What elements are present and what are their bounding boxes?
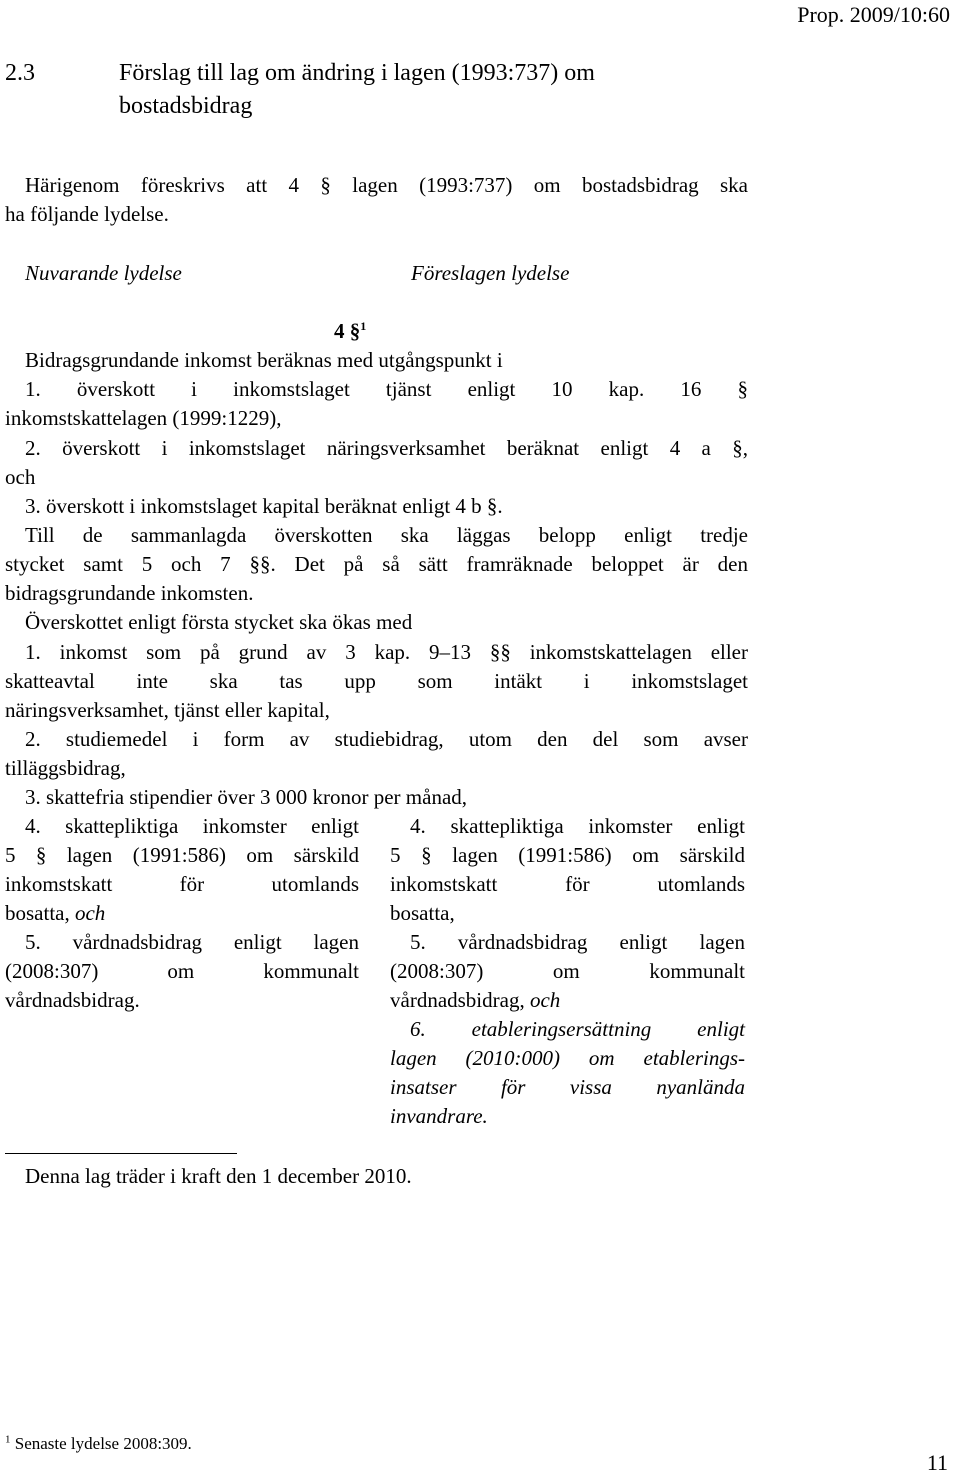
common-line: skatteavtal inte ska tas upp som intäkt i inkomstslaget (5, 669, 748, 693)
footnote-text: Senaste lydelse 2008:309. (14, 1434, 192, 1453)
page-number: 11 (926, 1450, 948, 1475)
section-number: 2.3 (5, 60, 35, 86)
intro-line-2: ha följande lydelse. (5, 202, 169, 226)
common-line: näringsverksamhet, tjänst eller kapital, (5, 698, 330, 722)
paragraph-number: 4 § (334, 319, 361, 343)
common-line: 2. studiemedel i form av studiebidrag, utom den del som avser (25, 727, 748, 751)
current-line: inkomstskatt för utomlands (5, 872, 359, 896)
entry-into-force: Denna lag träder i kraft den 1 december 2010. (25, 1164, 412, 1188)
proposed-line-new: 6. etableringsersättning enligt (410, 1017, 745, 1041)
intro-line-1: Härigenom föreskrivs att 4 § lagen (1993:737) om bostadsbidrag ska (25, 173, 748, 197)
current-line (5, 899, 359, 928)
footnote-reference: 1 (360, 319, 367, 333)
common-line: inkomstskattelagen (1999:1229), (5, 406, 282, 430)
footnote (5, 1429, 192, 1458)
section-title-line-2: bostadsbidrag (119, 93, 253, 119)
common-line: 2. överskott i inkomstslaget näringsverksamhet beräknat enligt 4 a §, (25, 436, 748, 460)
current-line-italic: och (74, 901, 106, 925)
proposed-line-new: insatser för vissa nyanlända (390, 1075, 745, 1099)
proposed-line-new: lagen (2010:000) om etablerings- (390, 1046, 745, 1070)
current-wording-heading: Nuvarande lydelse (25, 261, 182, 285)
footnote-marker: 1 (5, 1433, 11, 1446)
common-line: tilläggsbidrag, (5, 756, 126, 780)
common-line: bidragsgrundande inkomsten. (5, 581, 254, 605)
common-line: Överskottet enligt första stycket ska ökas med (25, 610, 413, 634)
common-line: Till de sammanlagda överskotten ska läggas belopp enligt tredje (25, 523, 748, 547)
proposed-line-new: invandrare. (390, 1104, 488, 1128)
common-line: Bidragsgrundande inkomst beräknas med utgångspunkt i (25, 348, 503, 372)
current-line: 5. vårdnadsbidrag enligt lagen (25, 930, 359, 954)
proposed-line: bosatta, (390, 901, 455, 925)
common-line: 1. inkomst som på grund av 3 kap. 9–13 §§ inkomstskattelagen eller (25, 640, 748, 664)
current-line: 4. skattepliktiga inkomster enligt (25, 814, 359, 838)
common-line: och (5, 465, 36, 489)
common-line: 1. överskott i inkomstslaget tjänst enligt 10 kap. 16 § (25, 377, 748, 401)
proposed-line: 4. skattepliktiga inkomster enligt (410, 814, 745, 838)
proposed-line: (2008:307) om kommunalt (390, 959, 745, 983)
proposed-line-italic: och (529, 988, 561, 1012)
common-line: 3. skattefria stipendier över 3 000 kronor per månad, (25, 785, 468, 809)
proposed-line: inkomstskatt för utomlands (390, 872, 745, 896)
section-title-line-1: Förslag till lag om ändring i lagen (1993:737) om (119, 60, 595, 86)
proposed-line (390, 986, 745, 1015)
proposed-wording-heading: Föreslagen lydelse (411, 261, 570, 285)
common-line: stycket samt 5 och 7 §§. Det på så sätt framräknade beloppet är den (5, 552, 748, 576)
proposed-line: 5. vårdnadsbidrag enligt lagen (410, 930, 745, 954)
current-line: 5 § lagen (1991:586) om särskild (5, 843, 359, 867)
proposed-line: 5 § lagen (1991:586) om särskild (390, 843, 745, 867)
paragraph-heading (334, 317, 366, 346)
common-line: 3. överskott i inkomstslaget kapital beräknat enligt 4 b §. (25, 494, 503, 518)
proposition-reference: Prop. 2009/10:60 (797, 2, 950, 27)
section-divider (5, 1153, 237, 1154)
proposed-line-text: vårdnadsbidrag, (390, 988, 530, 1012)
current-line: vårdnadsbidrag. (5, 988, 140, 1012)
current-line: (2008:307) om kommunalt (5, 959, 359, 983)
current-line-text: bosatta, (5, 901, 75, 925)
